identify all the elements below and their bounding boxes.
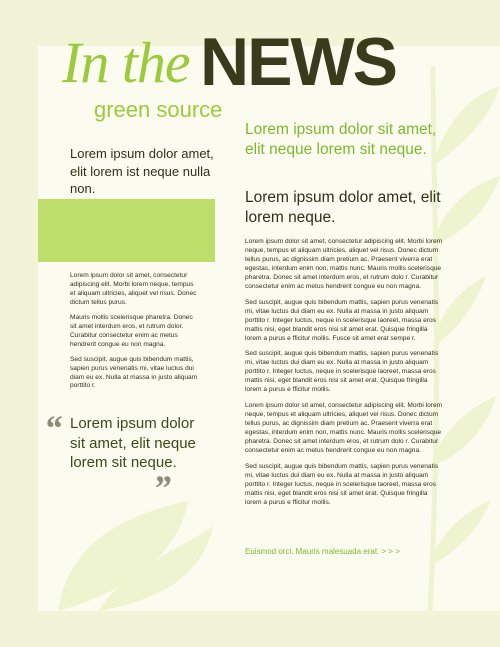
masthead-subtitle: green source (94, 97, 223, 122)
left-headline: Lorem ipsum dolor amet, elit lorem ist neque nulla non. (70, 146, 214, 197)
right-headline-dark: Lorem ipsum dolor amet, elit lorem neque. (245, 189, 441, 227)
right-article (245, 238, 443, 515)
close-quote-mark: ” (153, 468, 171, 508)
pull-quote: Lorem ipsum dolor sit amet, elit neque lorem sit neque. (70, 415, 196, 471)
left-paragraph: Sed suscipit, augue quis bibendum mattis, sapien purus venenatis mi, vitae luctus dui diam eu ex. Nulla at massa in justo aliquam porttito r. (70, 355, 198, 390)
left-paragraph: Lorem ipsum dolor sit amet, consectetur adipiscing elit. Morbi lorem neque, tempus et aliquam ultricies, aliquet vel risus. Donec dictum tellus purus. (70, 272, 197, 306)
continue-link[interactable]: Euismod orci. Mauris malesuada erat. > > > (245, 547, 400, 556)
masthead-title-script: In the (62, 30, 190, 95)
left-paragraph: Mauris mollis scelerisque pharetra. Donec sit amet interdum eros, et rutrum dolor. Curabitur consectetur enim ac metus hendrerit congue eu non magna. (70, 313, 193, 348)
open-quote-mark: “ (44, 408, 62, 448)
right-paragraph: Sed suscipit, augue quis bibendum mattis, sapien purus venenatis mi, vitae luctus dui diam eu ex. Nulla at massa in justo aliquam porttito r. Integer luctus, neque in scelerisque laoreet, massa eros mattis nisi, eget blandit eros nisi sit amet erat. Quisque fringilla lorem a purus e fficitur mollis. (245, 350, 439, 394)
right-paragraph: Sed suscipit, augue quis bibendum mattis, sapien purus venenatis mi, vitae luctus dui diam eu ex. Nulla at massa in justo aliquam porttito r. Integer luctus, neque in scelerisque laoreet, massa eros mattis nisi, eget blandit eros nisi sit amet erat. Quisque fringilla lorem a purus e fficitur mollis. (245, 462, 439, 506)
masthead-title-news: NEWS (200, 24, 396, 100)
right-headline-green: Lorem ipsum dolor sit amet, elit neque lorem sit neque. (245, 121, 437, 159)
right-paragraph: Lorem ipsum dolor sit amet, consectetur adipiscing elit. Morbi lorem neque, tempus et aliquam ultricies, aliquet vel risus. Donec dictum tellus purus, ac dignissim diam pretium ac. Praesent viverra erat egestas, interdum enim non, mattis nunc. Mauris mollis scelerisque pharetra. Donec sit amet interdum eros, et rutrum dolo r. Curabitur consectetur enim ac metus hendrerit congue eu non magna. (245, 402, 443, 455)
right-paragraph: Sed suscipit, augue quis bibendum mattis, sapien purus venenatis mi, vitae luctus dui diam eu ex. Nulla at massa in justo aliquam porttito r. Integer luctus, neque in scelerisque laoreet, massa eros mattis nisi, eget blandit eros nisi sit amet erat. Quisque fringilla lorem a purus e fficitur mollis. Fusce sit amet erat sempe r. (245, 298, 439, 342)
green-accent-band (38, 199, 215, 262)
right-paragraph: Lorem ipsum dolor sit amet, consectetur adipiscing elit. Morbi lorem neque, tempus et aliquam ultricies, aliquet vel risus. Donec dictum tellus purus, ac dignissim diam pretium ac. Praesent viverra erat egestas, interdum enim non, mattis nunc. Mauris mollis scelerisque pharetra. Donec sit amet interdum eros, et rutrum dolo r. Curabitur consectetur enim ac metus hendrerit congue eu non magna. (245, 238, 443, 290)
left-article (70, 272, 200, 397)
